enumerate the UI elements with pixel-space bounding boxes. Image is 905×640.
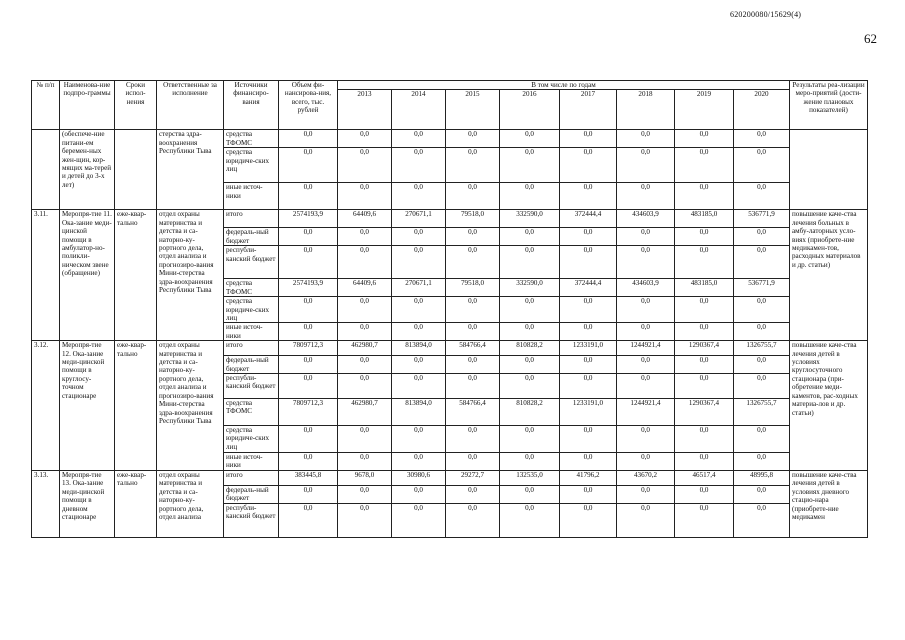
execution-term: еже-квар-тально (115, 341, 157, 471)
funding-year-value: 0,0 (617, 246, 675, 279)
funding-year-value: 0,0 (560, 453, 617, 471)
funding-year-value: 1290367,4 (675, 341, 734, 356)
funding-year-value: 0,0 (392, 374, 446, 399)
funding-year-value: 0,0 (338, 453, 392, 471)
funding-year-value: 0,0 (500, 323, 560, 341)
funding-year-value: 0,0 (734, 246, 790, 279)
funding-year-value: 536771,9 (734, 210, 790, 228)
funding-total: 7809712,3 (279, 399, 338, 426)
funding-source: иные источ-ники (224, 183, 279, 210)
funding-year-value: 0,0 (392, 297, 446, 323)
funding-year-value: 79518,0 (446, 210, 500, 228)
subprogram-name: Меропря-тие 12. Ока-зание меди-цинской помощи в круглосу-точном стационаре (60, 341, 115, 471)
funding-year-value: 0,0 (617, 356, 675, 374)
table-row (32, 130, 868, 148)
document-id: 620200080/15629(4) (730, 10, 802, 19)
funding-year-value: 0,0 (446, 246, 500, 279)
result-description: повышение каче-ства лечения детей в условиях круглосуточного стационара (при-обретение меди-каментов, рас-ходных материа-лов и др. статьи) (790, 341, 868, 471)
funding-year-value: 1326755,7 (734, 341, 790, 356)
funding-year-value: 79518,0 (446, 279, 500, 297)
responsible-party: стерства здра-воохранения Республики Тыва (157, 130, 224, 210)
funding-year-value: 0,0 (675, 130, 734, 148)
result-description: повышение каче-ства лечения детей в условиях дневного стацио-нара (приобрете-ние медикамен (790, 470, 868, 537)
funding-year-value: 0,0 (560, 148, 617, 183)
funding-year-value: 0,0 (446, 323, 500, 341)
funding-year-value: 0,0 (500, 374, 560, 399)
funding-year-value: 29272,7 (446, 470, 500, 485)
funding-year-value: 0,0 (392, 228, 446, 246)
funding-year-value: 0,0 (734, 183, 790, 210)
funding-year-value: 0,0 (675, 453, 734, 471)
funding-source: итого (224, 470, 279, 485)
funding-year-value: 0,0 (446, 228, 500, 246)
financing-table-wrapper (31, 80, 868, 538)
funding-year-value: 0,0 (392, 148, 446, 183)
funding-year-value: 0,0 (338, 426, 392, 453)
funding-year-value: 372444,4 (560, 210, 617, 228)
item-number: 3.12. (32, 341, 60, 471)
funding-year-value: 0,0 (734, 453, 790, 471)
funding-total: 0,0 (279, 130, 338, 148)
funding-year-value: 0,0 (500, 130, 560, 148)
funding-source: иные источ-ники (224, 323, 279, 341)
funding-year-value: 0,0 (734, 503, 790, 537)
funding-year-value: 0,0 (338, 356, 392, 374)
funding-year-value: 0,0 (392, 503, 446, 537)
funding-year-value: 0,0 (675, 426, 734, 453)
funding-year-value: 0,0 (392, 426, 446, 453)
funding-total: 383445,8 (279, 470, 338, 485)
funding-year-value: 0,0 (446, 183, 500, 210)
funding-source: республи-канский бюджет (224, 246, 279, 279)
funding-year-value: 0,0 (675, 297, 734, 323)
subprogram-name: Меропря-тие 13. Ока-зание меди-цинской помощи в дневном стационаре (60, 470, 115, 537)
header-year-2019: 2019 (675, 90, 734, 130)
funding-source: средства ТФОМС (224, 279, 279, 297)
funding-year-value: 813894,0 (392, 399, 446, 426)
result-description (790, 130, 868, 210)
funding-total: 2574193,9 (279, 210, 338, 228)
funding-year-value: 0,0 (446, 148, 500, 183)
header-name: Наименова-ние подпро-граммы (60, 81, 115, 130)
funding-year-value: 64409,6 (338, 210, 392, 228)
funding-year-value: 0,0 (734, 130, 790, 148)
funding-total: 0,0 (279, 297, 338, 323)
financing-table (31, 80, 868, 538)
funding-year-value: 0,0 (734, 148, 790, 183)
funding-year-value: 0,0 (446, 426, 500, 453)
funding-total: 0,0 (279, 426, 338, 453)
funding-total: 0,0 (279, 453, 338, 471)
header-source: Источники финансиро-вания (224, 81, 279, 130)
funding-year-value: 0,0 (734, 374, 790, 399)
funding-year-value: 483185,0 (675, 210, 734, 228)
funding-year-value: 0,0 (446, 453, 500, 471)
funding-year-value: 1326755,7 (734, 399, 790, 426)
header-responsible: Ответственные за исполнение (157, 81, 224, 130)
funding-year-value: 30980,6 (392, 470, 446, 485)
table-row (32, 210, 868, 228)
funding-source: республи-канский бюджет (224, 503, 279, 537)
funding-year-value: 1290367,4 (675, 399, 734, 426)
header-term: Сроки испол-нения (115, 81, 157, 130)
funding-year-value: 0,0 (560, 246, 617, 279)
funding-year-value: 0,0 (675, 148, 734, 183)
funding-year-value: 0,0 (338, 130, 392, 148)
header-year-2017: 2017 (560, 90, 617, 130)
page-number: 62 (864, 31, 877, 46)
funding-total: 0,0 (279, 374, 338, 399)
funding-year-value: 584766,4 (446, 341, 500, 356)
funding-year-value: 0,0 (338, 297, 392, 323)
funding-source: иные источ-ники (224, 453, 279, 471)
funding-year-value: 0,0 (392, 246, 446, 279)
funding-year-value: 0,0 (338, 148, 392, 183)
funding-year-value: 0,0 (675, 183, 734, 210)
funding-source: республи-канский бюджет (224, 374, 279, 399)
funding-year-value: 0,0 (675, 323, 734, 341)
funding-year-value: 0,0 (560, 183, 617, 210)
funding-total: 0,0 (279, 228, 338, 246)
funding-year-value: 0,0 (560, 228, 617, 246)
funding-year-value: 0,0 (392, 453, 446, 471)
funding-year-value: 536771,9 (734, 279, 790, 297)
funding-year-value: 0,0 (500, 426, 560, 453)
funding-year-value: 0,0 (734, 297, 790, 323)
funding-year-value: 0,0 (734, 485, 790, 503)
header-year-2018: 2018 (617, 90, 675, 130)
funding-total: 0,0 (279, 323, 338, 341)
funding-year-value: 0,0 (338, 503, 392, 537)
funding-year-value: 0,0 (617, 148, 675, 183)
funding-source: федераль-ный бюджет (224, 228, 279, 246)
funding-total: 0,0 (279, 183, 338, 210)
funding-year-value: 0,0 (500, 485, 560, 503)
funding-year-value: 0,0 (617, 426, 675, 453)
funding-year-value: 0,0 (617, 228, 675, 246)
funding-year-value: 0,0 (617, 130, 675, 148)
header-years-caption: В том числе по годам (338, 81, 790, 90)
funding-source: средства юридиче-ских лиц (224, 297, 279, 323)
header-year-2014: 2014 (392, 90, 446, 130)
funding-year-value: 0,0 (500, 148, 560, 183)
funding-year-value: 332590,0 (500, 279, 560, 297)
funding-year-value: 1244921,4 (617, 341, 675, 356)
funding-source: средства юридиче-ских лиц (224, 148, 279, 183)
funding-year-value: 0,0 (675, 228, 734, 246)
funding-year-value: 0,0 (560, 426, 617, 453)
header-year-2020: 2020 (734, 90, 790, 130)
funding-year-value: 1233191,0 (560, 341, 617, 356)
funding-year-value: 0,0 (734, 228, 790, 246)
table-row (32, 341, 868, 356)
funding-year-value: 48995,8 (734, 470, 790, 485)
funding-year-value: 43670,2 (617, 470, 675, 485)
subprogram-name: (обеспече-ние питани-ем беремен-ных жен-щин, кор-мящих ма-терей и детей до 3-х лет) (60, 130, 115, 210)
funding-year-value: 0,0 (500, 503, 560, 537)
funding-year-value: 0,0 (500, 297, 560, 323)
funding-year-value: 0,0 (617, 485, 675, 503)
execution-term (115, 130, 157, 210)
funding-year-value: 810828,2 (500, 399, 560, 426)
funding-total: 2574193,9 (279, 279, 338, 297)
funding-year-value: 1233191,0 (560, 399, 617, 426)
funding-year-value: 0,0 (560, 374, 617, 399)
funding-year-value: 813894,0 (392, 341, 446, 356)
funding-year-value: 0,0 (338, 323, 392, 341)
funding-year-value: 0,0 (500, 228, 560, 246)
funding-year-value: 0,0 (675, 485, 734, 503)
funding-source: федераль-ный бюджет (224, 356, 279, 374)
funding-source: итого (224, 341, 279, 356)
funding-year-value: 0,0 (675, 356, 734, 374)
funding-total: 0,0 (279, 485, 338, 503)
funding-total: 7809712,3 (279, 341, 338, 356)
header-year-2016: 2016 (500, 90, 560, 130)
funding-year-value: 483185,0 (675, 279, 734, 297)
funding-year-value: 0,0 (734, 356, 790, 374)
funding-year-value: 0,0 (500, 356, 560, 374)
responsible-party: отдел охраны материнства и детства и са-наторно-ку-рортного дела, отдел анализа и прогнозиро-вания Мини-стерства здра-воохранения Республики Тыва (157, 341, 224, 471)
funding-year-value: 0,0 (500, 453, 560, 471)
table-row (32, 470, 868, 485)
funding-year-value: 46517,4 (675, 470, 734, 485)
funding-year-value: 0,0 (560, 356, 617, 374)
funding-year-value: 270671,1 (392, 210, 446, 228)
funding-year-value: 0,0 (675, 503, 734, 537)
header-result: Результаты реа-лизации меро-приятий (дости-жение плановых показателей) (790, 81, 868, 130)
funding-year-value: 0,0 (338, 485, 392, 503)
funding-year-value: 0,0 (446, 356, 500, 374)
item-number (32, 130, 60, 210)
item-number: 3.11. (32, 210, 60, 341)
funding-source: средства ТФОМС (224, 130, 279, 148)
funding-year-value: 810828,2 (500, 341, 560, 356)
funding-year-value: 0,0 (338, 374, 392, 399)
funding-year-value: 0,0 (446, 503, 500, 537)
header-year-2015: 2015 (446, 90, 500, 130)
header-year-2013: 2013 (338, 90, 392, 130)
funding-year-value: 0,0 (392, 183, 446, 210)
funding-year-value: 462980,7 (338, 341, 392, 356)
funding-total: 0,0 (279, 356, 338, 374)
funding-total: 0,0 (279, 148, 338, 183)
funding-year-value: 0,0 (560, 485, 617, 503)
funding-source: средства ТФОМС (224, 399, 279, 426)
funding-year-value: 0,0 (392, 130, 446, 148)
funding-year-value: 0,0 (560, 297, 617, 323)
funding-source: средства юридиче-ских лиц (224, 426, 279, 453)
funding-year-value: 1244921,4 (617, 399, 675, 426)
funding-year-value: 584766,4 (446, 399, 500, 426)
funding-year-value: 0,0 (500, 246, 560, 279)
subprogram-name: Меропря-тие 11. Ока-зание меди-цинской помощи в амбулатор-но-поликли-ническом звене (обращение) (60, 210, 115, 341)
funding-year-value: 0,0 (446, 297, 500, 323)
responsible-party: отдел охраны материнства и детства и са-наторно-ку-рортного дела, отдел анализа и прогнозиро-вания Мини-стерства здра-воохранения Республики Тыва (157, 210, 224, 341)
header-num: № п/п (32, 81, 60, 130)
funding-year-value: 0,0 (560, 503, 617, 537)
execution-term: еже-квар-тально (115, 470, 157, 537)
funding-year-value: 0,0 (617, 453, 675, 471)
funding-year-value: 0,0 (338, 246, 392, 279)
funding-year-value: 0,0 (675, 374, 734, 399)
funding-year-value: 0,0 (446, 485, 500, 503)
responsible-party: отдел охраны материнства и детства и са-наторно-ку-рортного дела, отдел анализа (157, 470, 224, 537)
funding-source: итого (224, 210, 279, 228)
funding-year-value: 0,0 (617, 183, 675, 210)
funding-year-value: 0,0 (560, 323, 617, 341)
funding-year-value: 0,0 (617, 374, 675, 399)
funding-year-value: 332590,0 (500, 210, 560, 228)
execution-term: еже-квар-тально (115, 210, 157, 341)
funding-year-value: 64409,6 (338, 279, 392, 297)
header-volume: Объем фи-нансирова-ния, всего, тыс. рублей (279, 81, 338, 130)
result-description: повышение каче-ства лечения больных в амбу-латорных усло-виях (приобрете-ние медикамен-тов, расходных материалов и др. статьи) (790, 210, 868, 341)
funding-year-value: 0,0 (446, 374, 500, 399)
funding-year-value: 132535,0 (500, 470, 560, 485)
funding-year-value: 0,0 (446, 130, 500, 148)
funding-total: 0,0 (279, 503, 338, 537)
funding-year-value: 0,0 (734, 323, 790, 341)
funding-source: федераль-ный бюджет (224, 485, 279, 503)
funding-year-value: 462980,7 (338, 399, 392, 426)
funding-year-value: 0,0 (617, 323, 675, 341)
funding-year-value: 372444,4 (560, 279, 617, 297)
funding-year-value: 0,0 (617, 297, 675, 323)
funding-year-value: 0,0 (560, 130, 617, 148)
funding-year-value: 9678,0 (338, 470, 392, 485)
funding-year-value: 41796,2 (560, 470, 617, 485)
funding-year-value: 0,0 (675, 246, 734, 279)
funding-year-value: 0,0 (617, 503, 675, 537)
funding-year-value: 0,0 (734, 426, 790, 453)
funding-year-value: 434603,9 (617, 279, 675, 297)
funding-year-value: 270671,1 (392, 279, 446, 297)
funding-year-value: 0,0 (338, 228, 392, 246)
item-number: 3.13. (32, 470, 60, 537)
funding-year-value: 0,0 (338, 183, 392, 210)
funding-year-value: 0,0 (392, 485, 446, 503)
funding-year-value: 434603,9 (617, 210, 675, 228)
funding-total: 0,0 (279, 246, 338, 279)
funding-year-value: 0,0 (392, 323, 446, 341)
funding-year-value: 0,0 (500, 183, 560, 210)
funding-year-value: 0,0 (392, 356, 446, 374)
